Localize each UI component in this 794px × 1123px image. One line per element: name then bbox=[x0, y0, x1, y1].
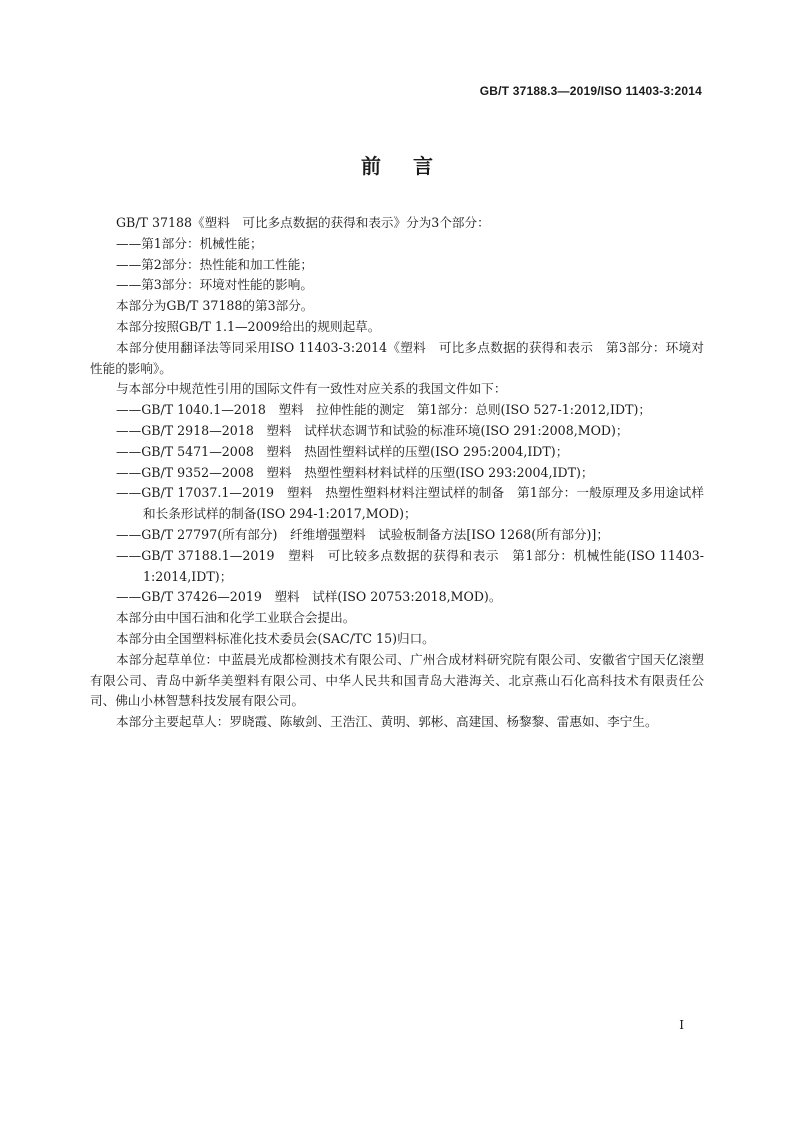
foreword-body bbox=[90, 213, 704, 733]
paragraph: 本部分起草单位：中蓝晨光成都检测技术有限公司、广州合成材料研究院有限公司、安徽省宁国天亿滚塑有限公司、青岛中新华美塑料有限公司、中华人民共和国青岛大港海关、北京燕山石化高科技术有限责任公司、佛山小林智慧科技发展有限公司。 bbox=[90, 651, 704, 709]
paragraph: 本部分按照GB/T 1.1—2009给出的规则起草。 bbox=[116, 318, 381, 334]
list-item: ——第3部分：环境对性能的影响。 bbox=[116, 277, 313, 293]
list-item: ——GB/T 37188.1—2019 塑料 可比较多点数据的获得和表示 第1部分：机械性能(ISO 11403-1:2014,IDT)； bbox=[116, 547, 704, 584]
paragraph: GB/T 37188《塑料 可比多点数据的获得和表示》分为3个部分： bbox=[116, 215, 490, 230]
list-item: ——第2部分：热性能和加工性能； bbox=[116, 256, 313, 272]
paragraph: 本部分主要起草人：罗晓霞、陈敏剑、王浩江、黄明、郭彬、高建国、杨黎黎、雷惠如、李宁生。 bbox=[116, 714, 658, 730]
paragraph: 本部分由中国石油和化学工业联合会提出。 bbox=[116, 610, 356, 626]
list-item: ——GB/T 37426—2019 塑料 试样(ISO 20753:2018,MOD)。 bbox=[116, 589, 502, 605]
list-item: ——第1部分：机械性能； bbox=[116, 235, 263, 251]
list-item: ——GB/T 17037.1—2019 塑料 热塑性塑料材料注塑试样的制备 第1部分：一般原理及多用途试样和长条形试样的制备(ISO 294-1:2017,MOD)； bbox=[116, 485, 704, 522]
paragraph: 与本部分中规范性引用的国际文件有一致性对应关系的我国文件如下： bbox=[116, 381, 507, 397]
list-item: ——GB/T 27797(所有部分) 纤维增强塑料 试验板制备方法[ISO 1268(所有部分)]； bbox=[116, 526, 609, 542]
paragraph: 本部分由全国塑料标准化技术委员会(SAC/TC 15)归口。 bbox=[116, 630, 435, 646]
page-number: I bbox=[679, 1018, 684, 1032]
list-item: ——GB/T 9352—2008 塑料 热塑性塑料材料试样的压塑(ISO 293:2004,IDT)； bbox=[116, 464, 594, 480]
paragraph: 本部分为GB/T 37188的第3部分。 bbox=[116, 298, 314, 314]
paragraph: 本部分使用翻译法等同采用ISO 11403-3:2014《塑料 可比多点数据的获得和表示 第3部分：环境对性能的影响》。 bbox=[90, 339, 704, 376]
standard-number-header: GB/T 37188.3—2019/ISO 11403-3:2014 bbox=[479, 84, 702, 98]
page-title: 前言 bbox=[361, 154, 465, 178]
list-item: ——GB/T 1040.1—2018 塑料 拉伸性能的测定 第1部分：总则(ISO 527-1:2012,IDT)； bbox=[116, 402, 651, 418]
list-item: ——GB/T 2918—2018 塑料 试样状态调节和试验的标准环境(ISO 291:2008,MOD)； bbox=[116, 422, 629, 438]
list-item: ——GB/T 5471—2008 塑料 热固性塑料试样的压塑(ISO 295:2004,IDT)； bbox=[116, 443, 569, 459]
